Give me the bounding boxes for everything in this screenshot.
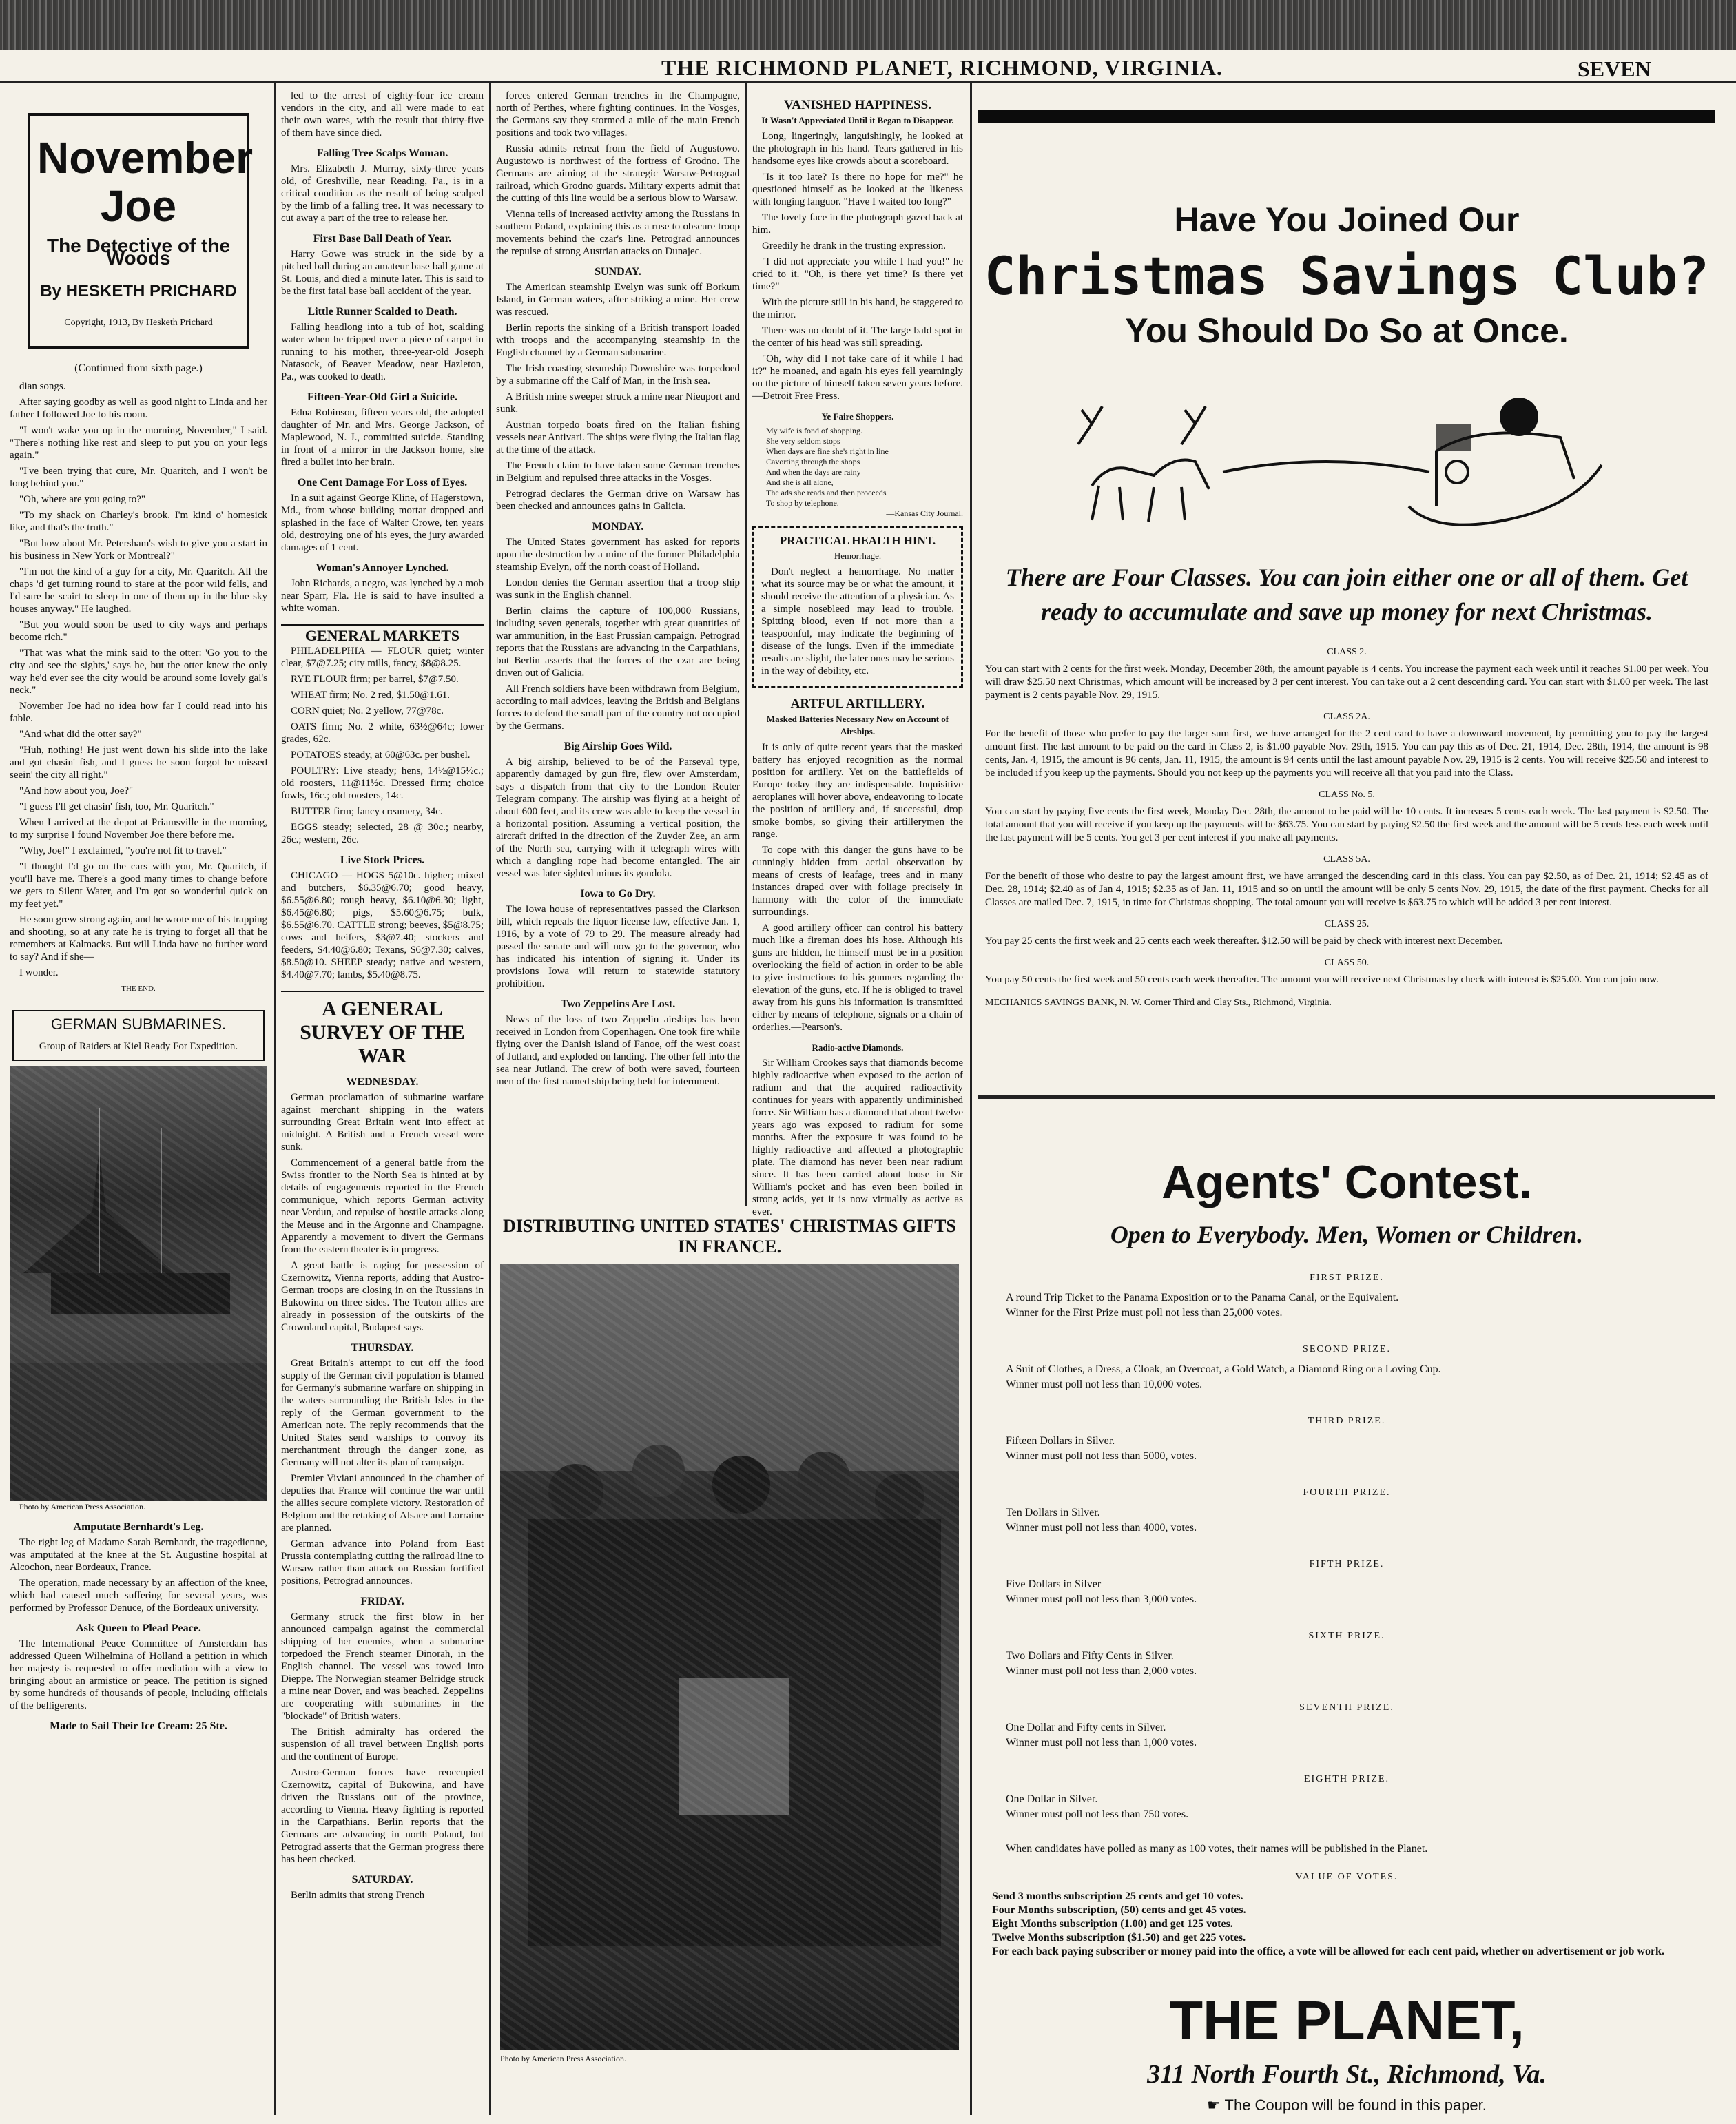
war-paragraph: A great battle is raging for possession of Czernowitz, Vienna reports, adding that Austro-German troops are closing in on the Russians in Bukowina on three sides. The Teuton allies are already in possession of the outskirts of the Crownland capital, Budapest says. [281, 1260, 484, 1333]
class-title: CLASS 25. [1324, 919, 1370, 929]
class-text: You pay 50 cents the first week and 50 cents each week thereafter. The amount you will receive next Christmas by check with interest is $25.00. You can join now. [985, 974, 1659, 985]
prize-text: Five Dollars in Silver [1006, 1578, 1102, 1590]
shoppers-headline: Ye Faire Shoppers. [821, 411, 894, 422]
war-paragraph: Berlin admits that strong French [291, 1890, 425, 1901]
serial-author: By HESKETH PRICHARD [40, 282, 237, 300]
class-text: For the benefit of those who prefer to pay the larger sum first, we have arranged for the 2 cent card to have a downward movement, by permitting you to pay the largest amount first. The last amount to be paid on the card in Class 2, is $1.00 payable Nov. 29th, 1915. You can pay this as of Dec. 21, 1914, Dec. 28th, 1914, the amount is 98 cents, Jan. 4, 1915, the amount is 96 cents, Jan. 11, 1915, the amount is 94 cents until the last amount payable Nov. 29, 1915 is 2 cents. You will receive $25.50 and interest to be included if you keep up the payments. Should you not keep up the payments you will receive all that you paid into the Class. [985, 728, 1708, 779]
runner-headline: Little Runner Scalded to Death. [307, 306, 457, 318]
prize-label: FOURTH PRIZE. [1303, 1487, 1391, 1498]
prize-votes: Winner must poll not less than 3,000 votes. [1006, 1594, 1197, 1605]
coupon-note [978, 2096, 1715, 2114]
column-1 [10, 90, 267, 2110]
prize-text: Two Dollars and Fifty Cents in Silver. [1006, 1650, 1174, 1662]
ad-divider [978, 1095, 1715, 1099]
story-paragraph: "That was what the mink said to the otter: 'Go you to the city and see the sights,' says he, but the otter knew the only way he'd ever see the city would be around some lovely gal's neck." [10, 648, 267, 696]
vanished-paragraph: "Is it too late? Is there no hope for me?" he questioned himself as he looked at the likeness with longing languor. "Have I waited too long?" [752, 172, 963, 207]
serial-copyright: Copyright, 1913, By Hesketh Prichard [64, 318, 213, 328]
story-paragraph: "I guess I'll get chasin' fish, too, Mr. Quaritch." [19, 801, 214, 812]
savings-classes-body [985, 646, 1708, 1009]
iowa-paragraph: The Iowa house of representatives passed the Clarkson bill, which repeals the liquor license law, effective Jan. 1, 1916, by a vote of 79 to 29. The measure already had passed the senate and will now go to the governor, who has indicated his intention of signing it. Under its provisions Iowa will return to statewide statutory prohibition. [496, 904, 740, 989]
vote-value: Four Months subscription, (50) cents and get 45 votes. [992, 1904, 1246, 1916]
column-rule [274, 83, 276, 2115]
story-paragraph: After saying goodby as well as good night to Linda and her father I followed Joe to his room. [10, 397, 267, 420]
prize-votes: Winner must poll not less than 5000, votes. [1006, 1450, 1197, 1462]
poem-line: —Kansas City Journal. [886, 508, 963, 518]
prize-label: FIRST PRIZE. [1310, 1272, 1384, 1283]
war-paragraph: Austro-German forces have reoccupied Czernowitz, capital of Bukowina, and have driven the Russians out of the province, according to Vienna. Heavy fighting is reported in the Carpathians. Berlin reports that the Germans are advancing in north Poland, but Petrograd asserts that the German progress there has been checked. [281, 1767, 484, 1865]
continued-note: (Continued from sixth page.) [74, 362, 203, 374]
story-paragraph: "But how about Mr. Petersham's wish to give you a start in his business in New York or Montreal?" [10, 538, 267, 561]
war-paragraph: Great Britain's attempt to cut off the food supply of the German civil population is blamed for Germany's submarine warfare on shipping in the waters surrounding the British Isles in the reply of the German government to the American note. The reply recommends that the United States send warships to convoy its merchantment through the danger zone, as Germany will not alter its plan of campaign. [281, 1358, 484, 1468]
airship-headline: Big Airship Goes Wild. [564, 741, 672, 752]
christmas-gifts-headline: DISTRIBUTING UNITED STATES' CHRISTMAS GIFTS IN FRANCE. [503, 1216, 956, 1257]
story-paragraph: "But you would soon be used to city ways and perhaps become rich." [10, 619, 267, 643]
war-paragraph: The United States government has asked for reports upon the destruction by a mine of the former Philadelphia steamship Evelyn, off the north coast of Holland. [496, 537, 740, 573]
prize-label: SEVENTH PRIZE. [1299, 1702, 1394, 1713]
war-paragraph: Commencement of a general battle from the Swiss frontier to the North Sea is hinted at by details of engagements reported in the French communique, which reports German activity near Verdun, and repulse of hostile attacks along the Meuse and in the Argonne and Champagne. Apparently a movement to divert the Germans from the eastern theater is in progress. [281, 1157, 484, 1255]
story-paragraph: When I arrived at the depot at Priamsville in the morning, to my surprise I found November Joe there before me. [10, 817, 267, 841]
prize-votes: Winner must poll not less than 2,000 votes. [1006, 1665, 1197, 1677]
market-line: WHEAT firm; No. 2 red, $1.50@1.61. [291, 690, 451, 701]
class-title: CLASS 5A. [1323, 854, 1370, 865]
monday-headline: MONDAY. [592, 521, 644, 533]
war-paragraph: London denies the German assertion that a troop ship was sunk in the English channel. [496, 577, 740, 601]
health-headline: PRACTICAL HEALTH HINT. [779, 534, 936, 547]
prize-label: THIRD PRIZE. [1308, 1416, 1386, 1426]
christmas-photo-credit: Photo by American Press Association. [500, 2054, 626, 2063]
health-paragraph: Don't neglect a hemorrhage. No matter what its source may be or what the amount, it should receive the attention of a physician. As a simple nosebleed may lead to trouble. Spitting blood, even if not more than a teaspoonful, may indicate the beginning of disease of the lungs. Even if the immediate results are slight, the later ones may be serious in the way of debility, etc. [761, 566, 954, 677]
paper-name: THE RICHMOND PLANET, RICHMOND, VIRGINIA. [661, 55, 1223, 80]
four-classes-text: There are Four Classes. You can join either one or all of them. Get ready to accumulate and save up money for next Christmas. [1005, 564, 1688, 626]
photo-credit: Photo by American Press Association. [19, 1502, 145, 1512]
vanished-paragraph: Long, lingeringly, languishingly, he looked at the photograph in his hand. Tears gathered in his handsome eyes like crowds about a scoreboard. [752, 131, 963, 167]
story-paragraph: "I'm not the kind of a guy for a city, Mr. Quaritch. All the chaps 'd get turning round to stare at the poor wild fells, and I'd sure be scairt to sleep in one of them up in the blue sky houses anyway." He laughed. [10, 566, 267, 615]
suicide-paragraph: Edna Robinson, fifteen years old, the adopted daughter of Mr. and Mrs. George Jackson, of Maplewood, N. J., committed suicide. Standing in front of a mirror in the Jackson home, she fired a bullet into her brain. [281, 407, 484, 468]
war-paragraph: Premier Viviani announced in the chamber of deputies that France will continue the war until the allies secure complete victory. Restoration of Belgium and the retaking of Alsace and Lorraine are planned. [281, 1473, 484, 1534]
market-line: POULTRY: Live steady; hens, 14½@15½c.; old roosters, 11@11½c. Dressed firm; choice fowls, 16c.; old roosters, 14c. [281, 765, 484, 801]
market-line: EGGS steady; selected, 28 @ 30c.; nearby, 26c.; western, 26c. [281, 822, 484, 845]
friday-headline: FRIDAY. [360, 1596, 404, 1607]
radio-paragraph: Sir William Crookes says that diamonds become highly radioactive when exposed to the action of radium and that the acquired radioactivity continues for years with apparently undiminished force. Sir William has a diamond that about twelve years ago was exposed to radium for some months. After the exposure it was found to be highly radioactive and affected a photographic plate. The diamond has never been near radium since. It has been carried about loose in Sir William's pocket and has even been boiled in strong acids, yet it is now virtually as active as ever. [752, 1058, 963, 1217]
christmas-gifts-photo [500, 1264, 959, 2050]
prize-text: A round Trip Ticket to the Panama Exposition or to the Panama Canal, or the Equivalent. [1006, 1292, 1399, 1303]
agents-contest-subtitle: Open to Everybody. Men, Women or Children. [1110, 1221, 1584, 1248]
savings-line-2: Christmas Savings Club? [984, 245, 1710, 307]
scan-edge [0, 0, 1736, 50]
livestock-paragraph: CHICAGO — HOGS 5@10c. higher; mixed and butchers, $6.35@6.70; good heavy, $6.55@6.80; rough heavy, $6.10@6.30; light, $6.45@6.80; pigs, $5.60@6.75; bulk, $6.55@6.70. CATTLE strong; beeves, $5@8.75; cows and heifers, $3@7.40; stockers and feeders, $4.40@6.80; Texans, $6@7.30; calves, $8.50@10. SHEEP steady; native and western, $4.40@7.70; lambs, $5.40@8.75. [281, 870, 484, 980]
prize-text: Ten Dollars in Silver. [1006, 1507, 1100, 1518]
poem-line: Cavorting through the shops [766, 457, 860, 466]
shoppers-poem [766, 426, 963, 519]
class-title: CLASS 2A. [1323, 712, 1370, 722]
saturday-headline: SATURDAY. [351, 1874, 413, 1886]
war-paragraph: Berlin reports the sinking of a British transport loaded with troops and the accompanying steamship in the English channel by a German submarine. [496, 322, 740, 358]
class-text: You can start with 2 cents for the first week. Monday, December 28th, the amount payable is 4 cents. You increase the payment each week until it reaches $1.00 per week. You will draw $25.50 next Christmas, which amount will be increased by 3 per cent interest. You can take out a 2 cent descending card. You can start with $1.00 per week. The last payment is 2 cents payable Nov. 29, 1915. [985, 663, 1708, 701]
poem-line: She very seldom stops [766, 436, 840, 446]
iowa-headline: Iowa to Go Dry. [580, 888, 656, 900]
market-line: OATS firm; No. 2 white, 63½@64c; lower grades, 62c. [281, 721, 484, 745]
artillery-paragraph: To cope with this danger the guns have to be cunningly hidden from aerial observation by means of crests of leafage, trees and in many instances draped over with foliage precisely in harmony with the color of the immediate surroundings. [752, 845, 963, 918]
health-hint-box [752, 526, 963, 688]
thursday-headline: THURSDAY. [351, 1342, 414, 1354]
vote-value: Send 3 months subscription 25 cents and get 10 votes. [992, 1890, 1243, 1902]
poem-line: When days are fine she's right in line [766, 446, 889, 456]
prize-votes: Winner must poll not less than 1,000 votes. [1006, 1737, 1197, 1749]
lynch-headline: Woman's Annoyer Lynched. [316, 562, 449, 574]
war-paragraph: Germany struck the first blow in her announced campaign against the commercial shipping of her enemies, when a submarine torpedoed the French steamer Dinorah, in the English channel. The vessel was towed into Dieppe. The Norwegian steamer Belridge struck a mine near Dover, and was beached. Zeppelins are cooperating with submarines in the "blockade" of British waters. [281, 1611, 484, 1722]
bank-address: MECHANICS SAVINGS BANK, N. W. Corner Third and Clay Sts., Richmond, Virginia. [985, 998, 1332, 1008]
poem-line: And when the days are rainy [766, 467, 861, 477]
vanished-paragraph: The lovely face in the photograph gazed back at him. [752, 212, 963, 236]
market-line: CORN quiet; No. 2 yellow, 77@78c. [291, 705, 444, 716]
war-paragraph: The French claim to have taken some German trenches in Belgium and repulsed three attacks in the Vosges. [496, 460, 740, 484]
serial-title-box [28, 113, 253, 349]
artillery-subheadline: Masked Batteries Necessary Now on Account of Airships. [766, 714, 949, 736]
war-paragraph: Berlin claims the capture of 100,000 Russians, including seven generals, together with great quantities of war ammunition, in the East Prussian campaign. Petrograd reports that the Russians are advancing in the Carpathians, but Berlin asserts that the forces of the czar are being driven out of Galicia. [496, 606, 740, 679]
sunday-headline: SUNDAY. [595, 266, 641, 278]
prize-text: One Dollar and Fifty cents in Silver. [1006, 1722, 1166, 1733]
column-4 [752, 90, 963, 1217]
livestock-headline: Live Stock Prices. [340, 854, 425, 866]
prize-text: Fifteen Dollars in Silver. [1006, 1435, 1115, 1447]
zeppelins-headline: Two Zeppelins Are Lost. [560, 998, 676, 1010]
the-end: THE END. [121, 984, 156, 993]
tree-headline: Falling Tree Scalps Woman. [316, 147, 448, 159]
hemorrhage-headline: Hemorrhage. [834, 550, 882, 561]
header-rule [0, 81, 1736, 83]
airship-paragraph: A big airship, believed to be of the Parseval type, apparently damaged by gun fire, flew over Amsterdam, says a dispatch from that city to the London Reuter Telegram company. The airship was flying at a height of about 600 feet, and its crew was able to keep the vessel in a horizontal position. Assuming a vertical position, the aircraft drifted in the direction of the Zuyder Zee, an arm of the North sea, carrying with it telegraph wires with which a dangling rope had become entangled. The air vessel was later sighted minus its gondola. [496, 756, 740, 879]
submarine-illustration [10, 1066, 267, 1501]
crowd-illustration [500, 1264, 959, 2050]
story-paragraph: dian songs. [19, 381, 66, 392]
serial-subtitle: The Detective of the Woods [46, 235, 231, 269]
vanished-paragraph: "I did not appreciate you while I had you!" he cried to it. "Oh, is there yet time? Is there yet time?" [752, 256, 963, 292]
prize-label: FIFTH PRIZE. [1309, 1559, 1385, 1569]
submarine-photo [10, 1066, 267, 1501]
story-text [10, 380, 267, 979]
prize-label: SIXTH PRIZE. [1308, 1631, 1385, 1641]
story-paragraph: "And what did the otter say?" [19, 729, 142, 740]
market-line: PHILADELPHIA — FLOUR quiet; winter clear, $7@7.25; city mills, fancy, $8@8.25. [281, 646, 484, 669]
artillery-paragraph: It is only of quite recent years that the masked battery has enjoyed recognition as the normal position for artillery. Yet on the battlefields of Europe today they are indispensable. Inquisitive aeroplanes will hover above, endeavoring to locate the position of artillery and, if successful, drop smoke bombs, so giving their artillerymen the range. [752, 742, 963, 840]
vote-value: Twelve Months subscription ($1.50) and get 225 votes. [992, 1932, 1246, 1943]
artillery-paragraph: A good artillery officer can control his battery much like a fireman does his hose. Although his guns are hidden, he himself must be in a position overlooking the field of action in order to be able to give instructions to his gunners regarding the elevation of the guns, etc. If he is obliged to travel away from his guns his information is transmitted either by means of telephone, signals or a chain of orderlies.—Pearson's. [752, 922, 963, 1033]
bernhardt-headline: Amputate Bernhardt's Leg. [73, 1521, 204, 1533]
story-paragraph: He soon grew strong again, and he wrote me of his trapping and shooting, so at any rate he is trying to forget all that he remembers at Kalmacks. But will Linda have no further word to say? And if she— [10, 914, 267, 962]
vanished-paragraph: "Oh, why did I not take care of it while I had it?" he moaned, and again his eyes fell yearningly on the picture of himself taken seven years before.—Detroit Free Press. [752, 353, 963, 402]
christmas-gifts-feature [493, 1209, 966, 2112]
publish-note: When candidates have polled as many as 100 votes, their names will be published in the Planet. [1006, 1843, 1428, 1855]
war-paragraph: German advance into Poland from East Prussia contemplating cutting the railroad line to Warsaw rather than attack on Russian fortified positions, Petrograd announces. [281, 1538, 484, 1587]
story-paragraph: "I won't wake you up in the morning, November," I said. "There's nothing like rest and sleep to put you on your legs again." [10, 425, 267, 461]
agents-contest-title: Agents' Contest. [1161, 1156, 1532, 1208]
story-paragraph: November Joe had no idea how far I could read into his fable. [10, 701, 267, 724]
zeppelins-paragraph: News of the loss of two Zeppelin airships has been received in London from Copenhagen. One took fire while flying over the Danish island of Fanoe, off the west coast of Jutland, and exploded on landing. The other fell into the sea near Jutland. The crew of both were saved, fourteen men of the first named ship being held for internment. [496, 1014, 740, 1087]
market-line: RYE FLOUR firm; per barrel, $7@7.50. [291, 674, 459, 685]
war-paragraph: Austrian torpedo boats fired on the Italian fishing vessels near Antivari. The ships were flying the Italian flag at the time of the attack. [496, 420, 740, 455]
vanished-paragraph: There was no doubt of it. The large bald spot in the center of his head was still spreading. [752, 325, 963, 349]
class-text: You can start by paying five cents the first week, Monday Dec. 28th, the amount to be paid will be 10 cents. It increases 5 cents each week. The last payment is $2.50. The total amount that you will receive if you keep up the payments will be $63.75. You can start by paying $2.50 the first week and the amount will be 5 cents less each week until the last payment will be 5 cents. You get 3 per cent interest if you make all payments. [985, 806, 1708, 843]
prize-label: EIGHTH PRIZE. [1304, 1774, 1389, 1784]
poem-line: The ads she reads and then proceeds [766, 488, 887, 497]
eyes-headline: One Cent Damage For Loss of Eyes. [297, 477, 468, 488]
war-paragraph: forces entered German trenches in the Champagne, north of Perthes, where fighting continues. In the Vosges, the Germans say they stormed a mile of the main French positions and took two villages. [496, 90, 740, 138]
story-paragraph: "To my shack on Charley's brook. I'm kind o' homesick like, and that's the truth." [10, 510, 267, 533]
class-title: CLASS 2. [1327, 647, 1367, 657]
story-paragraph: "Huh, nothing! He just went down his slide into the lake and got chasin' fish, and I guess he soon forgot he missed seein' the city all right." [10, 745, 267, 781]
submarines-title: GERMAN SUBMARINES. [50, 1015, 227, 1033]
vote-value: For each back paying subscriber or money paid into the office, a vote will be allowed for each cent paid, whether on advertisement or job work. [992, 1946, 1664, 1957]
war-paragraph: A British mine sweeper struck a mine near Nieuport and sunk. [496, 391, 740, 415]
news-paragraph: led to the arrest of eighty-four ice cream vendors in the city, and all were made to eat their own wares, with the result that thirty-five of them have since died. [281, 90, 484, 138]
serial-title: November Joe [37, 133, 253, 231]
market-line: BUTTER firm; fancy creamery, 34c. [291, 806, 443, 817]
lynch-paragraph: John Richards, a negro, was lynched by a mob near Sparr, Fla. He is said to have insulted a white woman. [281, 578, 484, 614]
story-paragraph: "Why, Joe!" I exclaimed, "you're not fit to travel." [19, 845, 227, 856]
poem-line: And she is all alone, [766, 477, 834, 487]
masthead [0, 0, 1736, 83]
war-paragraph: Russia admits retreat from the field of Augustowo. Augustowo is northwest of the fortress of Grodno. The Germans are aiming at the strategic Warsaw-Petrograd railroad, which Grodno guards. Military experts admit that the cutting of this line would be a serious blow to Warsaw. [496, 143, 740, 204]
wednesday-headline: WEDNESDAY. [346, 1076, 419, 1088]
prize-votes: Winner must poll not less than 4000, votes. [1006, 1522, 1197, 1534]
markets-headline: GENERAL MARKETS [281, 624, 484, 642]
class-text: For the benefit of those who desire to pay the largest amount first, we have arranged the descending card in this class. You can pay $2.50, as of Dec. 21, 1914; $2.45 as of Dec. 28, 1914; $2.40 as of Jan 4, 1915; $2.35 as of Jan. 11, 1915 and so on until the amount will be only 5 cents Nov. 29, 1915, the date of the first payment. Checks for all Classes are mailed Dec. 7, 1915, in time for Christmas shopping. The total amount you will receive is $63.75 to which will be added 3 per cent interest. [985, 871, 1708, 908]
class-text: You pay 25 cents the first week and 25 cents each week thereafter. $12.50 will be paid by check with interest next December. [985, 936, 1503, 947]
vanished-subheadline: It Wasn't Appreciated Until it Began to Disappear. [761, 115, 954, 125]
war-paragraph: Vienna tells of increased activity among the Russians in southern Poland, explaining this as a ruse to obscure troop movements behind the czar's line. Petrograd announces the repulse of strong Austrian attacks on Dunajec. [496, 209, 740, 257]
war-paragraph: Petrograd declares the German drive on Warsaw has been checked and announces gains in Galicia. [496, 488, 740, 512]
class-title: CLASS 50. [1324, 958, 1370, 968]
story-paragraph: "I've been trying that cure, Mr. Quaritch, and I won't be long behind you." [10, 466, 267, 489]
eyes-paragraph: In a suit against George Kline, of Hagerstown, Md., from whose building mortar dropped and splashed in the face of Walter Crowe, ten years old, destroying one of his eyes, the jury awarded damages of 1 cent. [281, 493, 484, 553]
queen-paragraph: The International Peace Committee of Amsterdam has addressed Queen Wilhelmina of Holland a petition in which her majesty is requested to offer mediation with a view to bringing about an armistice or peace. The petition is signed by some hundreds of thousands of people, including officials of the belligerents. [10, 1638, 267, 1711]
vanished-paragraph: Greedily he drank in the trusting expression. [762, 240, 947, 251]
the-planet-logo: THE PLANET, [1169, 1990, 1525, 2051]
radio-headline: Radio-active Diamonds. [812, 1042, 904, 1053]
story-paragraph: "I thought I'd go on the cars with you, Mr. Quaritch, if you'll have me. There's a good many times to change before we gets to Silent Water, and I'm got so wonderful quick on my feet yet." [10, 861, 267, 909]
prize-label: SECOND PRIZE. [1303, 1344, 1391, 1354]
market-line: POTATOES steady, at 60@63c. per bushel. [291, 750, 471, 761]
column-rule [970, 83, 972, 2115]
column-2 [281, 90, 484, 2110]
bernhardt-paragraph: The right leg of Madame Sarah Bernhardt, the tragedienne, was amputated at the knee at the St. Augustine hospital at Alcochon, near Bordeaux, France. [10, 1537, 267, 1573]
page-number: SEVEN [1578, 56, 1651, 81]
submarines-box [12, 1010, 265, 1061]
santa-sleigh-icon [1051, 369, 1643, 541]
baseball-headline: First Base Ball Death of Year. [313, 233, 452, 245]
vote-value: Eight Months subscription (1.00) and get 125 votes. [992, 1918, 1233, 1930]
vanished-paragraph: With the picture still in his hand, he staggered to the mirror. [752, 297, 963, 320]
pointing-hand-icon: ☛ [1207, 2096, 1225, 2114]
submarines-caption: Group of Raiders at Kiel Ready For Expedition. [39, 1041, 238, 1052]
artillery-headline: ARTFUL ARTILLERY. [790, 697, 925, 711]
baseball-paragraph: Harry Gowe was struck in the side by a pitched ball during an amateur base ball game at St. Louis, and died a minute later. This is said to be the first fatal base ball accident of the year. [281, 249, 484, 297]
vanished-headline: VANISHED HAPPINESS. [784, 98, 931, 112]
ad-top-rule [978, 110, 1715, 123]
runner-paragraph: Falling headlong into a tub of hot, scalding water when he tripped over a piece of carpet in running to his mother, three-year-old Joseph Natasock, of Beaver Meadow, near Hazleton, Pa., was cooked to death. [281, 322, 484, 382]
suicide-headline: Fifteen-Year-Old Girl a Suicide. [307, 391, 458, 403]
poem-line: To shop by telephone. [766, 498, 839, 508]
votes-title: VALUE OF VOTES. [1295, 1872, 1398, 1882]
planet-address: 311 North Fourth St., Richmond, Va. [1147, 2060, 1547, 2089]
story-paragraph: "And how about you, Joe?" [19, 785, 134, 796]
prize-text: A Suit of Clothes, a Dress, a Cloak, an Overcoat, a Gold Watch, a Diamond Ring or a Loving Cup. [1006, 1363, 1441, 1375]
war-survey-headline: A GENERAL SURVEY OF THE WAR [281, 991, 484, 1068]
christmas-savings-ad [978, 110, 1715, 1082]
column-rule [745, 83, 747, 1206]
column-rule [489, 83, 491, 2115]
tree-paragraph: Mrs. Elizabeth J. Murray, sixty-three years old, of Greshville, near Reading, Pa., is in a critical condition as the result of being scalped by the limb of a falling tree. It was necessary to cut away a part of the tree to release her. [281, 163, 484, 224]
war-paragraph: The Irish coasting steamship Downshire was torpedoed by a submarine off the Calf of Man, in the Irish sea. [496, 363, 740, 386]
savings-line-3: You Should Do So at Once. [1125, 311, 1569, 350]
war-paragraph: The British admiralty has ordered the suspension of all travel between English ports and the continent of Europe. [281, 1726, 484, 1762]
poem-line: My wife is fond of shopping. [766, 426, 862, 435]
prize-votes: Winner must poll not less than 750 votes. [1006, 1808, 1189, 1820]
queen-headline: Ask Queen to Plead Peace. [76, 1622, 201, 1634]
story-paragraph: I wonder. [19, 967, 59, 978]
war-paragraph: The American steamship Evelyn was sunk off Borkum Island, in German waters, after striking a mine. Her crew was rescued. [496, 282, 740, 318]
coupon-text: The Coupon will be found in this paper. [1224, 2096, 1487, 2114]
savings-line-1: Have You Joined Our [1174, 200, 1520, 239]
story-paragraph: "Oh, where are you going to?" [19, 494, 146, 505]
war-paragraph: All French soldiers have been withdrawn from Belgium, according to mail advices, leaving the British and Belgians forces to defend the small part of the country not occupied by the Germans. [496, 683, 740, 732]
bernhardt-paragraph: The operation, made necessary by an affection of the knee, which had caused much suffering for several years, was performed by Professor Denuce, of the Bordeaux university. [10, 1578, 267, 1613]
class-title: CLASS No. 5. [1319, 790, 1375, 800]
agents-contest-ad [978, 1095, 1715, 2114]
prize-votes: Winner for the First Prize must poll not less than 25,000 votes. [1006, 1307, 1283, 1319]
ships-headline: Made to Sail Their Ice Cream: 25 Ste. [50, 1720, 227, 1732]
prize-votes: Winner must poll not less than 10,000 votes. [1006, 1379, 1203, 1390]
war-paragraph: German proclamation of submarine warfare against merchant shipping in the waters surrounding Great Britain went into effect at midnight. A British and a French vessel were sunk. [281, 1092, 484, 1153]
prize-text: One Dollar in Silver. [1006, 1793, 1098, 1805]
